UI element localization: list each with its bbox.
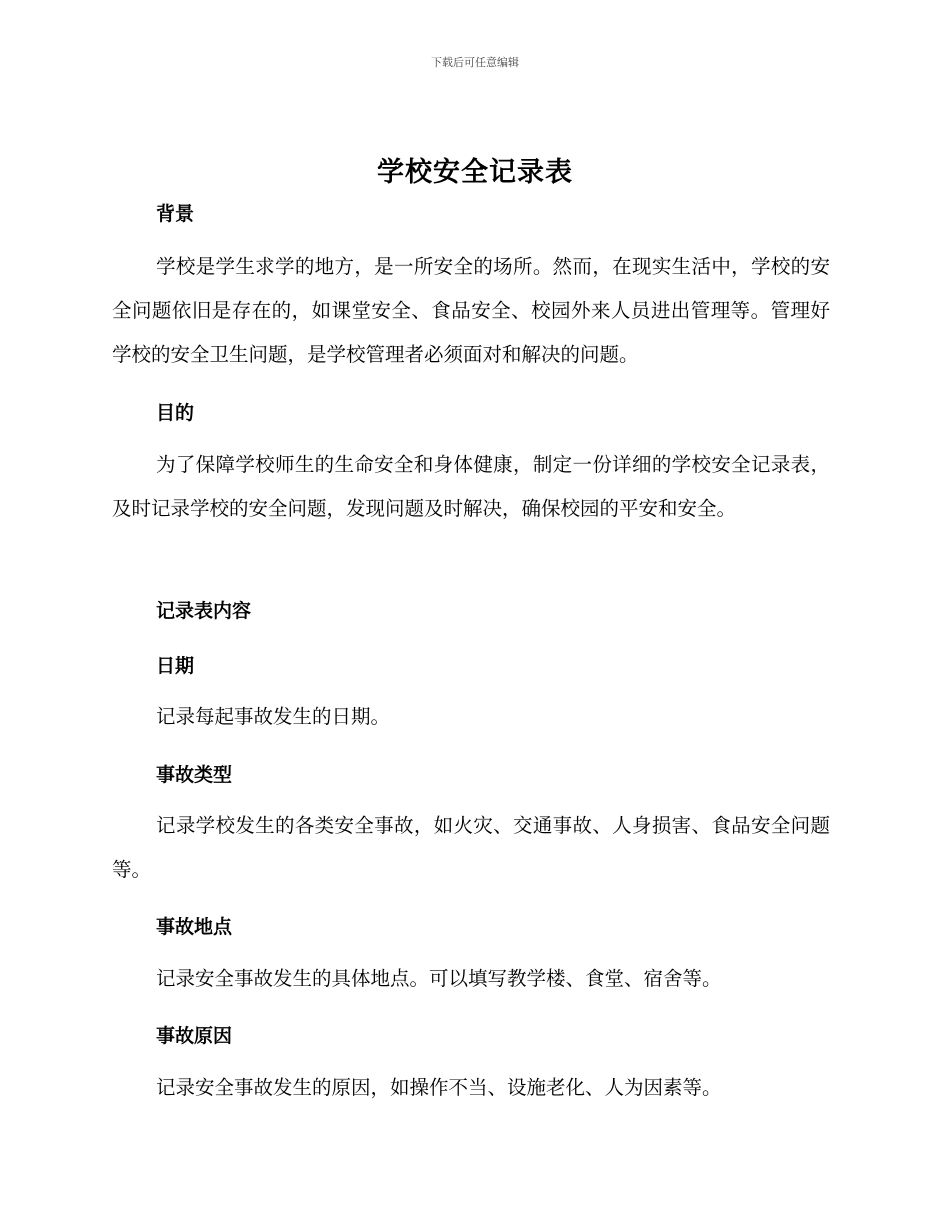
paragraph-purpose: 为了保障学校师生的生命安全和身体健康，制定一份详细的学校安全记录表，及时记录学校的安全问题，发现问题及时解决，确保校园的平安和安全。 (112, 453, 830, 520)
document-title: 学校安全记录表 (377, 157, 573, 188)
heading-date: 日期 (156, 655, 195, 677)
paragraph-date: 记录每起事故发生的日期。 (156, 705, 391, 728)
paragraph-accident-cause: 记录安全事故发生的原因，如操作不当、设施老化、人为因素等。 (156, 1076, 722, 1099)
heading-accident-cause: 事故原因 (156, 1025, 233, 1047)
heading-background: 背景 (156, 203, 195, 225)
paragraph-accident-location: 记录安全事故发生的具体地点。可以填写教学楼、食堂、宿舍等。 (156, 967, 722, 990)
heading-record-contents: 记录表内容 (156, 600, 252, 622)
header-note: 下载后可任意编辑 (431, 56, 519, 69)
paragraph-accident-type: 记录学校发生的各类安全事故，如火灾、交通事故、人身损害、食品安全问题等。 (112, 814, 830, 881)
paragraph-background: 学校是学生求学的地方，是一所安全的场所。然而，在现实生活中，学校的安全问题依旧是存在的，如课堂安全、食品安全、校园外来人员进出管理等。管理好学校的安全卫生问题，是学校管理者必须面对和解决的问题。 (112, 255, 830, 366)
heading-purpose: 目的 (156, 402, 195, 424)
heading-accident-location: 事故地点 (156, 916, 233, 938)
heading-accident-type: 事故类型 (156, 764, 233, 786)
